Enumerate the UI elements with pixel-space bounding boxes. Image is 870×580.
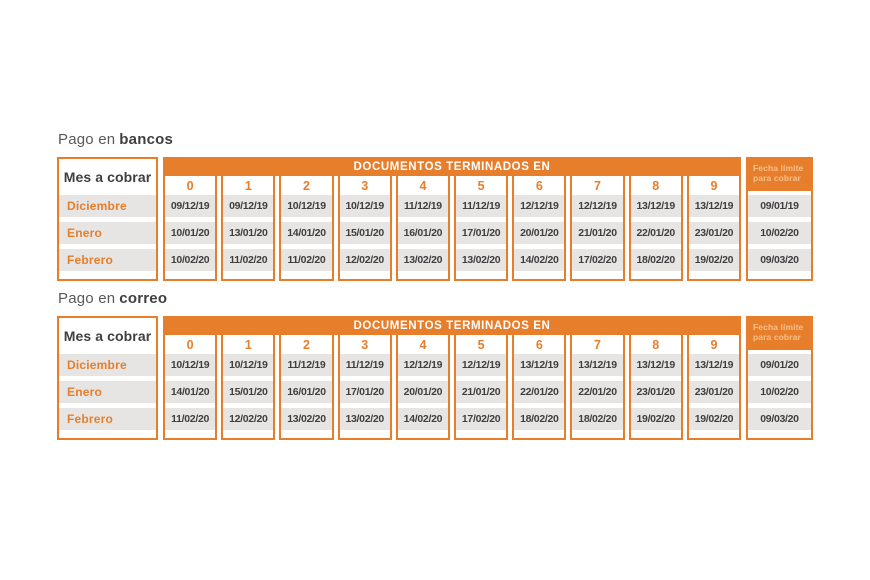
date-cell: 12/12/19 [456, 354, 506, 376]
date-cell: 14/02/20 [514, 249, 564, 271]
date-cell: 13/02/20 [340, 408, 390, 430]
date-cell: 13/12/19 [631, 354, 681, 376]
date-cell: 19/02/20 [689, 249, 739, 271]
date-cell: 18/02/20 [572, 408, 622, 430]
documents-columns [163, 157, 741, 281]
date-cell: 11/02/20 [165, 408, 215, 430]
digit-columns [163, 335, 741, 440]
date-cell: 23/01/20 [689, 381, 739, 403]
month-label: Diciembre [59, 195, 156, 217]
digit-columns [163, 176, 741, 281]
deadline-column-header: Fecha límite para cobrar [748, 318, 811, 350]
digit-header: 5 [477, 337, 485, 352]
date-cell: 20/01/20 [398, 381, 448, 403]
month-list [59, 195, 156, 271]
month-label: Enero [59, 222, 156, 244]
digit-column [338, 176, 392, 281]
digit-column [687, 176, 741, 281]
date-cell: 13/02/20 [456, 249, 506, 271]
date-cell: 10/12/19 [223, 354, 273, 376]
digit-header: 1 [244, 337, 252, 352]
deadline-column-header: Fecha límite para cobrar [748, 159, 811, 191]
month-label: Febrero [59, 249, 156, 271]
date-cell: 17/02/20 [572, 249, 622, 271]
deadline-cell: 09/03/20 [748, 408, 811, 430]
deadline-cell: 09/03/20 [748, 249, 811, 271]
documents-columns [163, 316, 741, 440]
digit-column [221, 176, 275, 281]
section-title-keyword: bancos [119, 131, 174, 148]
date-cell: 18/02/20 [631, 249, 681, 271]
digit-header: 6 [535, 337, 543, 352]
payment-calendars [57, 130, 813, 440]
date-cell: 11/12/19 [456, 195, 506, 217]
date-cell: 12/12/19 [398, 354, 448, 376]
month-label: Febrero [59, 408, 156, 430]
date-cell: 11/02/20 [223, 249, 273, 271]
digit-column [279, 335, 333, 440]
digit-column [163, 176, 217, 281]
digit-column [629, 176, 683, 281]
date-cell: 13/12/19 [514, 354, 564, 376]
date-cell: 10/12/19 [340, 195, 390, 217]
date-cell: 10/01/20 [165, 222, 215, 244]
digit-header: 5 [477, 178, 485, 193]
digit-header: 2 [303, 178, 310, 193]
date-cell: 10/12/19 [165, 354, 215, 376]
digit-header: 9 [710, 178, 718, 193]
date-cell: 23/01/20 [689, 222, 739, 244]
date-cell: 14/02/20 [398, 408, 448, 430]
date-cell: 22/01/20 [514, 381, 564, 403]
payment-table-correo [57, 316, 813, 440]
digit-header: 0 [186, 337, 194, 352]
date-cell: 19/02/20 [689, 408, 739, 430]
digit-header: 3 [361, 337, 369, 352]
digit-column [396, 335, 450, 440]
deadline-list [748, 354, 811, 435]
date-cell: 12/12/19 [572, 195, 622, 217]
date-cell: 11/02/20 [281, 249, 331, 271]
date-cell: 12/02/20 [223, 408, 273, 430]
digit-column [396, 176, 450, 281]
digit-column [512, 335, 566, 440]
digit-header: 8 [652, 337, 660, 352]
date-cell: 23/01/20 [631, 381, 681, 403]
section-pago-bancos [57, 130, 813, 281]
deadline-column [746, 316, 813, 440]
section-pago-correo [57, 289, 813, 440]
date-cell: 13/01/20 [223, 222, 273, 244]
deadline-cell: 10/02/20 [748, 222, 811, 244]
deadline-column [746, 157, 813, 281]
month-label: Enero [59, 381, 156, 403]
date-cell: 17/02/20 [456, 408, 506, 430]
date-cell: 16/01/20 [398, 222, 448, 244]
date-cell: 21/01/20 [572, 222, 622, 244]
date-cell: 13/12/19 [689, 195, 739, 217]
digit-column [163, 335, 217, 440]
section-title [58, 289, 813, 309]
digit-header: 2 [303, 337, 310, 352]
date-cell: 17/01/20 [340, 381, 390, 403]
digit-column [454, 176, 508, 281]
digit-column [338, 335, 392, 440]
date-cell: 13/12/19 [631, 195, 681, 217]
digit-header: 3 [361, 178, 369, 193]
date-cell: 14/01/20 [165, 381, 215, 403]
date-cell: 10/12/19 [281, 195, 331, 217]
digit-header: 4 [419, 178, 427, 193]
digit-column [512, 176, 566, 281]
digit-header: 7 [594, 337, 601, 352]
date-cell: 13/12/19 [572, 354, 622, 376]
date-cell: 11/12/19 [281, 354, 331, 376]
date-cell: 19/02/20 [631, 408, 681, 430]
digit-header: 4 [419, 337, 427, 352]
month-label: Diciembre [59, 354, 156, 376]
documents-header-bar: DOCUMENTOS TERMINADOS EN [163, 157, 741, 176]
digit-column [687, 335, 741, 440]
digit-header: 7 [594, 178, 601, 193]
date-cell: 13/12/19 [689, 354, 739, 376]
month-column [57, 316, 158, 440]
section-title-keyword: correo [119, 290, 168, 307]
digit-header: 6 [535, 178, 543, 193]
date-cell: 15/01/20 [223, 381, 273, 403]
date-cell: 22/01/20 [631, 222, 681, 244]
digit-column [570, 335, 624, 440]
deadline-cell: 10/02/20 [748, 381, 811, 403]
date-cell: 13/02/20 [398, 249, 448, 271]
deadline-cell: 09/01/20 [748, 354, 811, 376]
deadline-list [748, 195, 811, 276]
date-cell: 13/02/20 [281, 408, 331, 430]
date-cell: 20/01/20 [514, 222, 564, 244]
digit-column [454, 335, 508, 440]
digit-header: 1 [244, 178, 252, 193]
month-list [59, 354, 156, 430]
section-title-prefix: Pago en [58, 131, 116, 148]
section-title [58, 130, 813, 150]
date-cell: 22/01/20 [572, 381, 622, 403]
date-cell: 10/02/20 [165, 249, 215, 271]
date-cell: 11/12/19 [398, 195, 448, 217]
digit-header: 9 [710, 337, 718, 352]
date-cell: 18/02/20 [514, 408, 564, 430]
deadline-cell: 09/01/19 [748, 195, 811, 217]
digit-column [570, 176, 624, 281]
digit-column [279, 176, 333, 281]
section-title-prefix: Pago en [58, 290, 116, 307]
date-cell: 12/02/20 [340, 249, 390, 271]
date-cell: 09/12/19 [223, 195, 273, 217]
digit-header: 0 [186, 178, 194, 193]
date-cell: 14/01/20 [281, 222, 331, 244]
digit-column [221, 335, 275, 440]
date-cell: 17/01/20 [456, 222, 506, 244]
date-cell: 21/01/20 [456, 381, 506, 403]
month-column [57, 157, 158, 281]
month-column-header: Mes a cobrar [63, 169, 152, 185]
date-cell: 11/12/19 [340, 354, 390, 376]
payment-table-bancos [57, 157, 813, 281]
date-cell: 12/12/19 [514, 195, 564, 217]
date-cell: 09/12/19 [165, 195, 215, 217]
digit-header: 8 [652, 178, 660, 193]
date-cell: 16/01/20 [281, 381, 331, 403]
digit-column [629, 335, 683, 440]
month-column-header: Mes a cobrar [63, 328, 152, 344]
documents-header-bar: DOCUMENTOS TERMINADOS EN [163, 316, 741, 335]
date-cell: 15/01/20 [340, 222, 390, 244]
